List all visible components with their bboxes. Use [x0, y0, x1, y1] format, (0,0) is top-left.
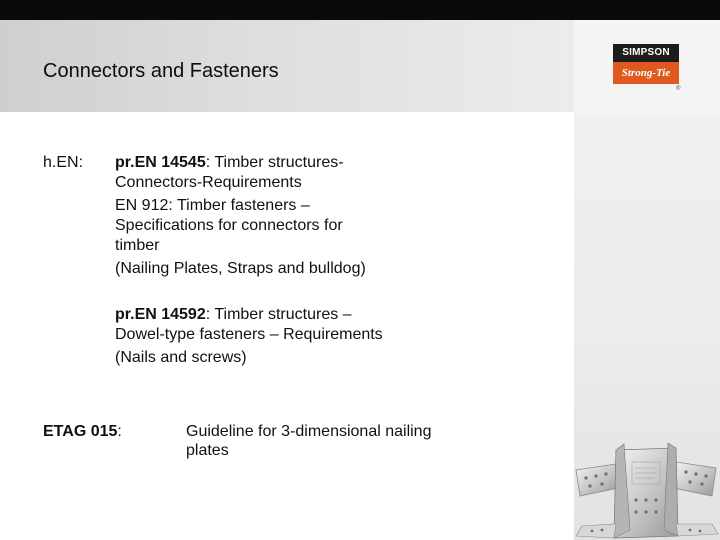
- logo-registered-mark: ®: [676, 86, 681, 92]
- item-1-line-1: [115, 153, 344, 173]
- etag-code: ETAG 015: [43, 423, 118, 440]
- hen-label: h.EN:: [43, 154, 84, 171]
- logo-top-text: SIMPSON: [613, 44, 679, 62]
- top-bar: [0, 0, 720, 20]
- item-1-line-3: EN 912: Timber fasteners –: [115, 197, 310, 214]
- item-2-code: pr.EN 14592: [115, 306, 206, 323]
- item-1-code: pr.EN 14545: [115, 154, 206, 171]
- item-1-line-6: (Nailing Plates, Straps and bulldog): [115, 260, 366, 277]
- header-band: [0, 20, 574, 112]
- etag-description-line-1: Guideline for 3-dimensional nailing: [186, 423, 432, 440]
- etag-suffix: :: [117, 423, 122, 440]
- item-1-rest: : Timber structures-: [205, 154, 344, 171]
- etag-label: [43, 422, 122, 442]
- item-1-line-4: Specifications for connectors for: [115, 217, 343, 234]
- logo-bottom-text: Strong-Tie: [613, 62, 679, 84]
- item-2-line-1: [115, 305, 352, 325]
- metal-bracket-connector-icon: [572, 440, 720, 540]
- item-1-line-2: Connectors-Requirements: [115, 174, 302, 191]
- item-2-line-3: (Nails and screws): [115, 349, 247, 366]
- item-2-line-2: Dowel-type fasteners – Requirements: [115, 326, 383, 343]
- page-title: Connectors and Fasteners: [43, 60, 279, 82]
- etag-description-line-2: plates: [186, 442, 229, 459]
- simpson-strong-tie-logo: [613, 44, 679, 84]
- item-2-rest: : Timber structures –: [205, 306, 352, 323]
- item-1-line-5: timber: [115, 237, 160, 254]
